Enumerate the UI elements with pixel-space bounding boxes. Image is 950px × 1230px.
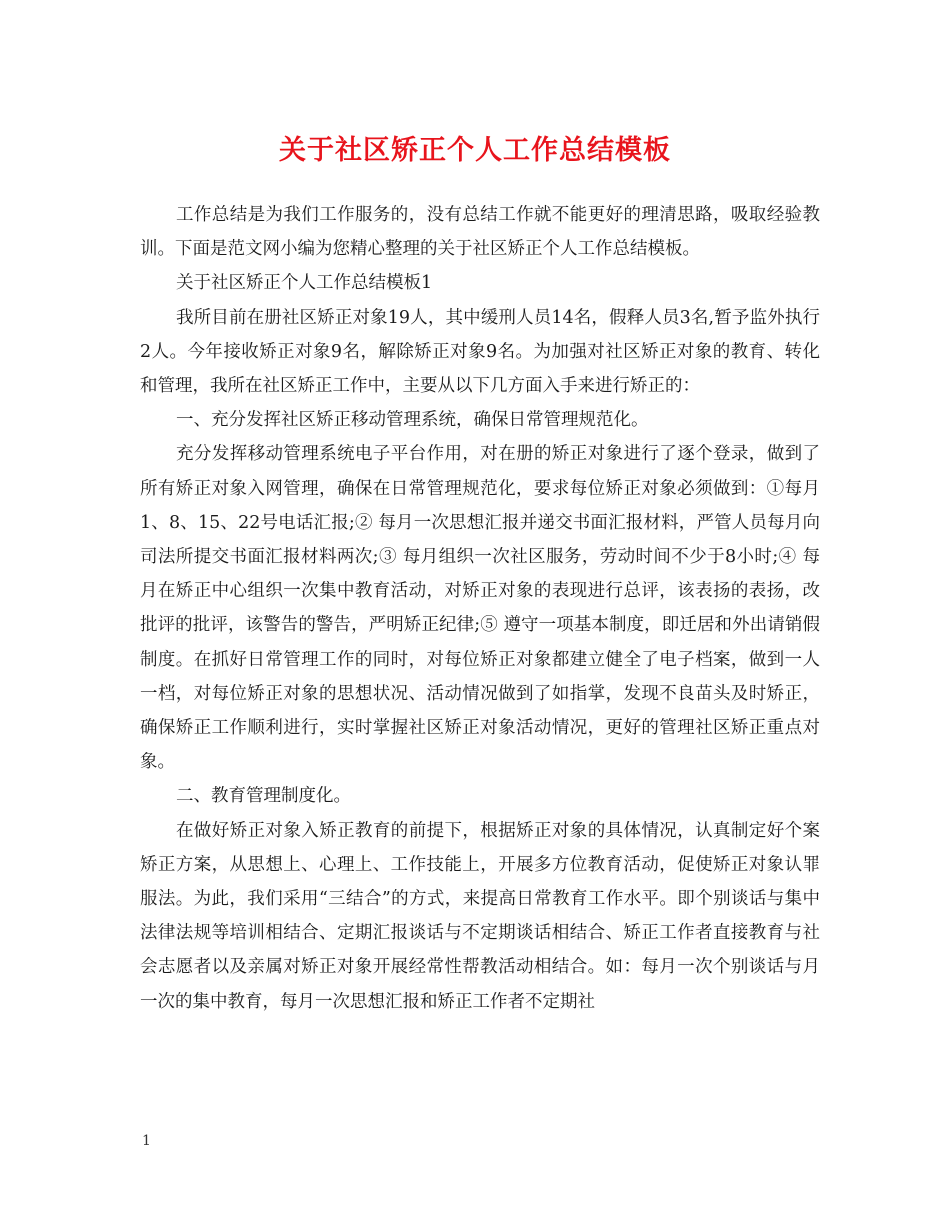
document-body	[140, 198, 820, 1019]
body-paragraph: 在做好矫正对象入矫正教育的前提下，根据矫正对象的具体情况，认真制定好个案矫正方案，从思想上、心理上、工作技能上，开展多方位教育活动，促使矫正对象认罪服法。为此，我们采用“三结合”的方式，来提高日常教育工作水平。即个别谈话与集中法律法规等培训相结合、定期汇报谈话与不定期谈话相结合、矫正工作者直接教育与社会志愿者以及亲属对矫正对象开展经常性帮教活动相结合。如：每月一次个别谈话与月一次的集中教育，每月一次思想汇报和矫正工作者不定期社	[140, 820, 820, 1012]
body-paragraph: 我所目前在册社区矫正对象19人，其中缓刑人员14名，假释人员3名,暂予监外执行2人。今年接收矫正对象9名，解除矫正对象9名。为加强对社区矫正对象的教育、转化和管理，我所在社区矫正工作中，主要从以下几方面入手来进行矫正的：	[140, 307, 820, 397]
body-paragraph: 充分发挥移动管理系统电子平台作用，对在册的矫正对象进行了逐个登录，做到了所有矫正对象入网管理，确保在日常管理规范化，要求每位矫正对象必须做到：①每月1、8、15、22号电话汇报;② 每月一次思想汇报并递交书面汇报材料，严管人员每月向司法所提交书面汇报材料两次;③ 每月组织一次社区服务，劳动时间不少于8小时;④ 每月在矫正中心组织一次集中教育活动，对矫正对象的表现进行总评，该表扬的表扬，改批评的批评，该警告的警告，严明矫正纪律;⑤ 遵守一项基本制度，即迁居和外出请销假制度。在抓好日常管理工作的同时，对每位矫正对象都建立健全了电子档案，做到一人一档，对每位矫正对象的思想状况、活动情况做到了如指掌，发现不良苗头及时矫正，确保矫正工作顺利进行，实时掌握社区矫正对象活动情况，更好的管理社区矫正重点对象。	[140, 444, 820, 773]
section-heading-mobile-management: 一、充分发挥社区矫正移动管理系统，确保日常管理规范化。	[176, 410, 649, 431]
document-title: 关于社区矫正个人工作总结模板	[279, 135, 671, 166]
section-heading-education: 二、教育管理制度化。	[176, 786, 351, 807]
intro-paragraph: 工作总结是为我们工作服务的，没有总结工作就不能更好的理清思路，吸取经验教训。下面是范文网小编为您精心整理的关于社区矫正个人工作总结模板。	[140, 205, 820, 260]
section-heading-1: 关于社区矫正个人工作总结模板1	[176, 273, 433, 294]
page-number: 1	[142, 1133, 151, 1149]
